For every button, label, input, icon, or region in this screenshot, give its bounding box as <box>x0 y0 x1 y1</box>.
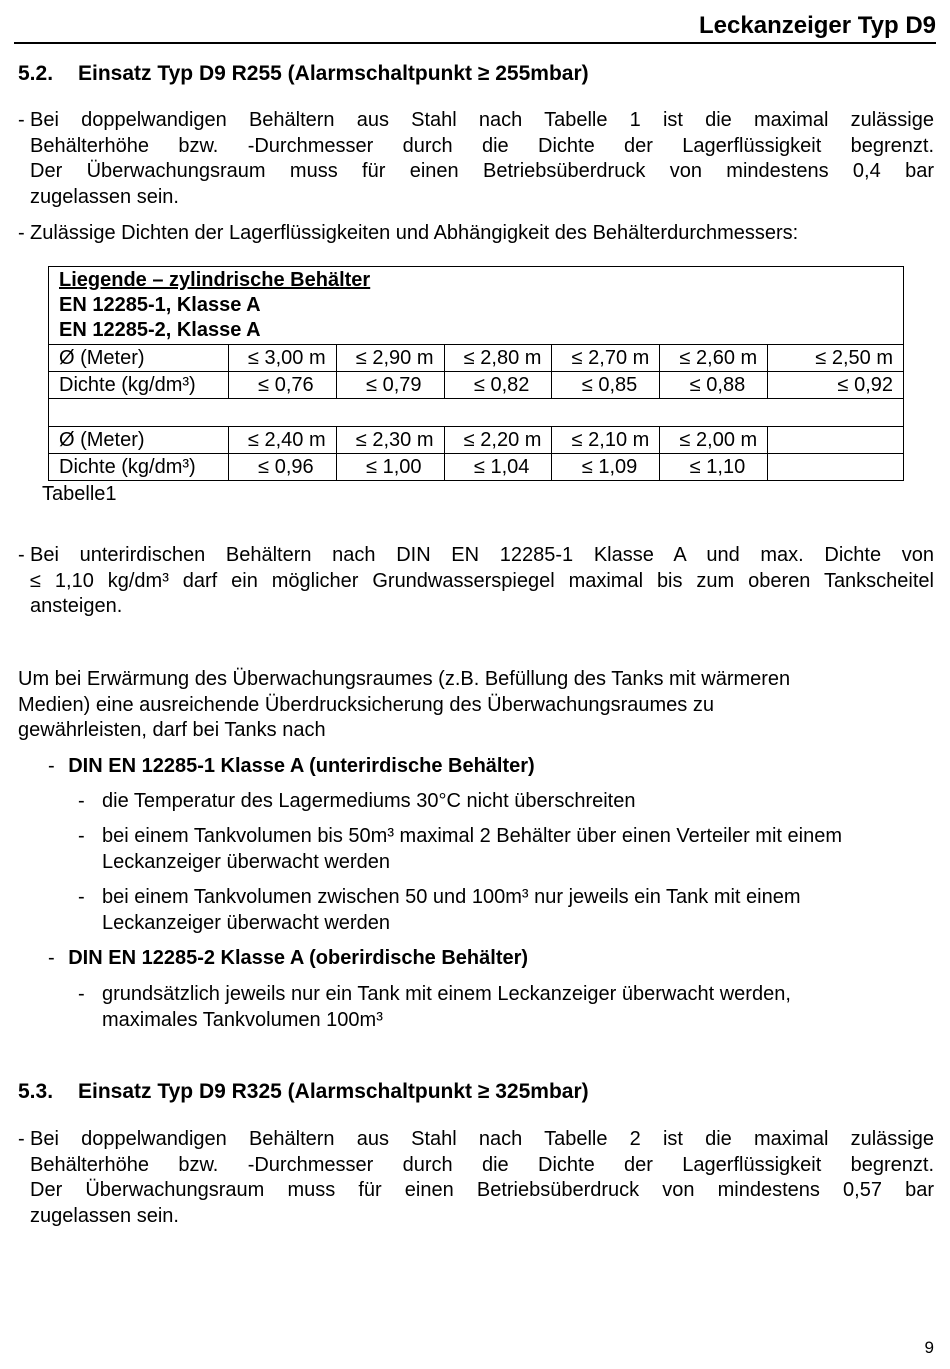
list-dash: - <box>78 825 85 847</box>
text-line: maximales Tankvolumen 100m³ <box>102 1008 383 1031</box>
table-cell <box>768 427 904 454</box>
table-row <box>49 454 904 481</box>
bullet-tank-height-r325 <box>18 1127 934 1229</box>
paragraph-overpressure <box>18 667 934 744</box>
bullet-dash: - <box>18 1128 25 1150</box>
table-cell: ≤ 2,30 m <box>336 427 444 454</box>
table-cell: ≤ 2,20 m <box>444 427 552 454</box>
table-row <box>49 427 904 454</box>
text-line: grundsätzlich jeweils nur ein Tank mit einem Leckanzeiger überwacht werden, <box>102 983 791 1005</box>
list-item-title: DIN EN 12285-2 Klasse A (oberirdische Behälter) <box>68 947 529 969</box>
list-dash: - <box>78 790 85 812</box>
section-title: Einsatz Typ D9 R255 (Alarmschaltpunkt ≥ 255mbar) <box>78 62 589 85</box>
bullet-tank-height-r255 <box>18 108 934 210</box>
table-cell: ≤ 0,92 <box>768 372 904 399</box>
bullet-dash: - <box>18 222 25 244</box>
text-line: Leckanzeiger überwacht werden <box>102 850 390 873</box>
list-item-title: DIN EN 12285-1 Klasse A (unterirdische Behälter) <box>68 755 535 777</box>
table-cell: ≤ 2,40 m <box>228 427 336 454</box>
sub-item-volume-50-100 <box>78 885 934 936</box>
table-caption: Tabelle1 <box>42 483 117 505</box>
row-label: Dichte (kg/dm³) <box>49 372 229 399</box>
text-line: Bei doppelwandigen Behältern aus Stahl nach Tabelle 2 ist die maximal zulässige <box>30 1128 934 1150</box>
text-line: zugelassen sein. <box>30 1204 179 1227</box>
table-cell: ≤ 0,96 <box>228 454 336 481</box>
section-5-2-heading <box>18 62 589 86</box>
density-table-1 <box>48 266 904 481</box>
row-label: Ø (Meter) <box>49 345 229 372</box>
list-dash: - <box>48 755 55 777</box>
table-cell <box>768 454 904 481</box>
bullet-groundwater <box>18 543 934 620</box>
table-cell: ≤ 2,00 m <box>660 427 768 454</box>
table-norm: EN 12285-1, Klasse A <box>59 294 261 316</box>
section-number: 5.3. <box>18 1080 54 1103</box>
text-line: Zulässige Dichten der Lagerflüssigkeiten und Abhängigkeit des Behälterdurchmessers: <box>30 222 799 244</box>
table-cell: ≤ 1,09 <box>552 454 660 481</box>
row-label: Dichte (kg/dm³) <box>49 454 229 481</box>
text-line: bei einem Tankvolumen bis 50m³ maximal 2 Behälter über einen Verteiler mit einem <box>102 825 842 847</box>
running-header-title: Leckanzeiger Typ D9 <box>699 12 936 39</box>
table-cell: ≤ 1,00 <box>336 454 444 481</box>
table-cell: ≤ 1,04 <box>444 454 552 481</box>
list-dash: - <box>48 947 55 969</box>
table-norm: EN 12285-2, Klasse A <box>59 319 261 341</box>
bullet-dash: - <box>18 544 25 566</box>
table-cell: ≤ 0,85 <box>552 372 660 399</box>
sub-item-single-tank <box>78 982 934 1033</box>
table-cell: ≤ 2,60 m <box>660 345 768 372</box>
section-title: Einsatz Typ D9 R325 (Alarmschaltpunkt ≥ 325mbar) <box>78 1080 589 1103</box>
table-spacer-row <box>49 399 904 427</box>
text-line: Bei doppelwandigen Behältern aus Stahl nach Tabelle 1 ist die maximal zulässige <box>30 109 934 131</box>
table-cell: ≤ 2,10 m <box>552 427 660 454</box>
text-line: Um bei Erwärmung des Überwachungsraumes (z.B. Befüllung des Tanks mit wärmeren <box>18 668 791 690</box>
table-cell: ≤ 0,88 <box>660 372 768 399</box>
sub-item-volume-50 <box>78 824 934 875</box>
header-rule <box>14 42 936 44</box>
table-empty-cell <box>49 399 904 427</box>
table-row <box>49 372 904 399</box>
text-line: Der Überwachungsraum muss für einen Betriebsüberdruck von mindestens 0,4 bar <box>30 160 934 182</box>
list-dash: - <box>78 983 85 1005</box>
text-line: zugelassen sein. <box>30 185 179 208</box>
section-number: 5.2. <box>18 62 54 85</box>
table-cell: ≤ 2,90 m <box>336 345 444 372</box>
table-cell: ≤ 3,00 m <box>228 345 336 372</box>
table-cell: ≤ 2,50 m <box>768 345 904 372</box>
text-line: ansteigen. <box>30 595 123 617</box>
table-cell: ≤ 0,79 <box>336 372 444 399</box>
table-header-cell <box>49 267 904 345</box>
text-line: ≤ 1,10 kg/dm³ darf ein möglicher Grundwasserspiegel maximal bis zum oberen Tankscheitel <box>30 569 934 592</box>
list-item-din-12285-1 <box>48 754 535 780</box>
list-item-din-12285-2 <box>48 946 528 972</box>
bullet-dash: - <box>18 109 25 131</box>
table-row <box>49 345 904 372</box>
table-cell: ≤ 0,76 <box>228 372 336 399</box>
sub-item-temperature <box>78 789 636 815</box>
table-cell: ≤ 2,80 m <box>444 345 552 372</box>
text-line: Medien) eine ausreichende Überdrucksicherung des Überwachungsraumes zu <box>18 693 714 716</box>
table-cell: ≤ 1,10 <box>660 454 768 481</box>
page-number: 9 <box>924 1338 934 1357</box>
text-line: Bei unterirdischen Behältern nach DIN EN 12285-1 Klasse A und max. Dichte von <box>30 544 934 566</box>
text-line: Der Überwachungsraum muss für einen Betriebsüberdruck von mindestens 0,57 bar <box>30 1179 934 1201</box>
bullet-densities-intro <box>18 221 934 247</box>
section-5-3-heading <box>18 1080 589 1104</box>
text-line: gewährleisten, darf bei Tanks nach <box>18 719 326 741</box>
row-label: Ø (Meter) <box>49 427 229 454</box>
table-cell: ≤ 2,70 m <box>552 345 660 372</box>
list-dash: - <box>78 886 85 908</box>
sub-item-text: die Temperatur des Lagermediums 30°C nicht überschreiten <box>102 790 636 812</box>
text-line: Behälterhöhe bzw. -Durchmesser durch die Dichte der Lagerflüssigkeit begrenzt. <box>30 1153 934 1176</box>
table-title: Liegende – zylindrische Behälter <box>59 269 371 291</box>
text-line: Behälterhöhe bzw. -Durchmesser durch die Dichte der Lagerflüssigkeit begrenzt. <box>30 134 934 157</box>
table-cell: ≤ 0,82 <box>444 372 552 399</box>
table-header-row <box>49 267 904 345</box>
text-line: bei einem Tankvolumen zwischen 50 und 100m³ nur jeweils ein Tank mit einem <box>102 886 801 908</box>
text-line: Leckanzeiger überwacht werden <box>102 911 390 934</box>
